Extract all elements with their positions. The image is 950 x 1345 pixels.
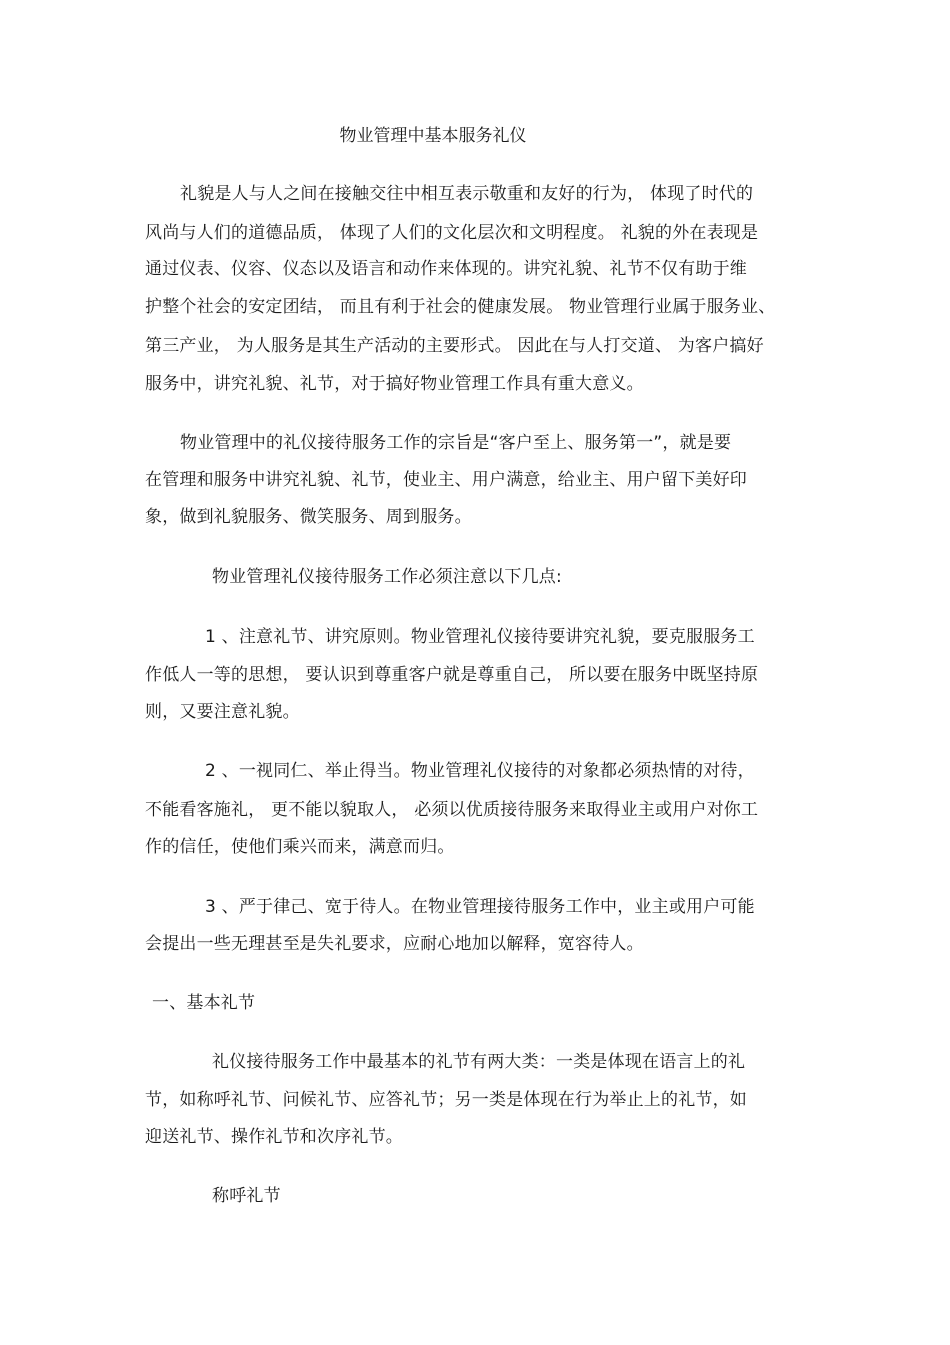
paragraph-1-line-5: 第三产业， 为人服务是其生产活动的主要形式。 因此在与人打交道、 为客户搞好 <box>145 336 764 356</box>
paragraph-3-line-1: 物业管理礼仪接待服务工作必须注意以下几点: <box>212 567 562 587</box>
paragraph-5-line-2: 不能看客施礼， 更不能以貌取人， 必须以优质接待服务来取得业主或用户对你工 <box>145 800 759 820</box>
paragraph-6-line-1: 3 、严于律己、宽于待人。在物业管理接待服务工作中，业主或用户可能 <box>205 897 755 917</box>
paragraph-7-line-2: 节，如称呼礼节、问候礼节、应答礼节；另一类是体现在行为举止上的礼节，如 <box>145 1090 747 1110</box>
paragraph-1-line-1: 礼貌是人与人之间在接触交往中相互表示敬重和友好的行为， 体现了时代的 <box>180 184 754 204</box>
section-heading-basic-etiquette: 一、基本礼节 <box>152 993 256 1013</box>
paragraph-2-line-1: 物业管理中的礼仪接待服务工作的宗旨是“客户至上、服务第一”，就是要 <box>180 433 732 453</box>
paragraph-1-line-6: 服务中，讲究礼貌、礼节，对于搞好物业管理工作具有重大意义。 <box>145 374 644 394</box>
paragraph-1-line-4: 护整个社会的安定团结， 而且有利于社会的健康发展。 物业管理行业属于服务业、 <box>145 297 776 317</box>
paragraph-6-line-2: 会提出一些无理甚至是失礼要求，应耐心地加以解释，宽容待人。 <box>145 934 644 954</box>
paragraph-1-line-2: 风尚与人们的道德品质， 体现了人们的文化层次和文明程度。 礼貌的外在表现是 <box>145 223 759 243</box>
document-title: 物业管理中基本服务礼仪 <box>339 126 527 146</box>
paragraph-4-line-3: 则，又要注意礼貌。 <box>145 702 300 722</box>
subsection-heading-address-etiquette: 称呼礼节 <box>212 1186 281 1206</box>
paragraph-5-line-3: 作的信任，使他们乘兴而来，满意而归。 <box>145 837 455 857</box>
paragraph-4-line-1: 1 、注意礼节、讲究原则。物业管理礼仪接待要讲究礼貌，要克服服务工 <box>205 627 755 647</box>
paragraph-7-line-3: 迎送礼节、操作礼节和次序礼节。 <box>145 1127 403 1147</box>
paragraph-1-line-3: 通过仪表、仪容、仪态以及语言和动作来体现的。讲究礼貌、礼节不仅有助于维 <box>145 259 747 279</box>
paragraph-4-line-2: 作低人一等的思想， 要认识到尊重客户就是尊重自己， 所以要在服务中既坚持原 <box>145 665 759 685</box>
paragraph-7-line-1: 礼仪接待服务工作中最基本的礼节有两大类：一类是体现在语言上的礼 <box>212 1052 746 1072</box>
paragraph-5-line-1: 2 、一视同仁、举止得当。物业管理礼仪接待的对象都必须热情的对待， <box>205 761 755 781</box>
paragraph-2-line-3: 象，做到礼貌服务、微笑服务、周到服务。 <box>145 507 472 527</box>
paragraph-2-line-2: 在管理和服务中讲究礼貌、礼节，使业主、用户满意，给业主、用户留下美好印 <box>145 470 747 490</box>
